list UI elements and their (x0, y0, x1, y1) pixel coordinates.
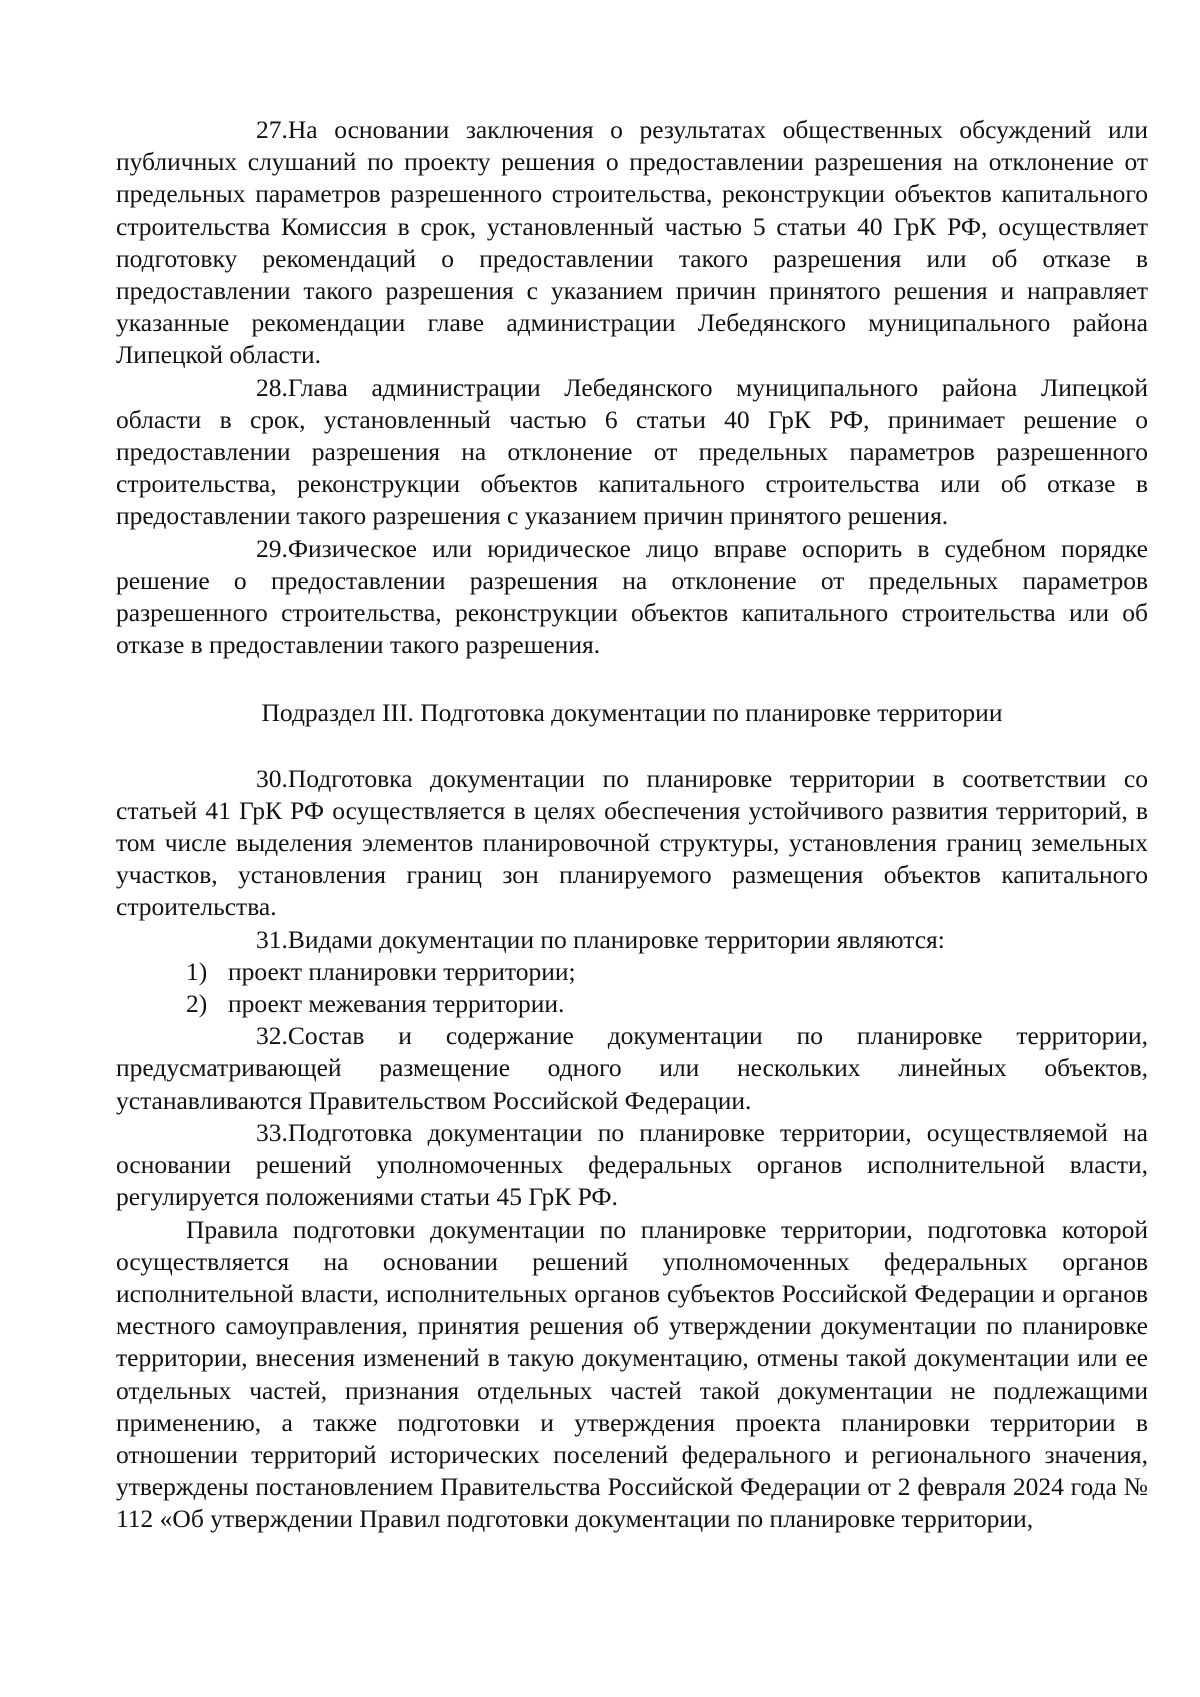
paragraph-text: Состав и содержание документации по планировке территории, предусматривающей размещение одного или нескольких линейных объектов, устанавливаются Правительством Российской Федерации. (116, 1021, 1148, 1115)
paragraph-text: Подготовка документации по планировке территории, осуществляемой на основании решений уполномоченных федеральных органов исполнительной власти, регулируется положениями статьи 45 ГрК РФ. (116, 1117, 1148, 1212)
paragraph-27 (116, 114, 1148, 372)
paragraph-number: 31. (256, 924, 288, 954)
paragraph-number: 33. (256, 1117, 288, 1147)
list-item (116, 956, 1148, 988)
paragraph-number: 27. (256, 115, 288, 144)
paragraph-32 (116, 1020, 1148, 1117)
subsection-title: Подраздел III. Подготовка документации по планировке территории (261, 698, 1003, 728)
list-item-text: проект планировки территории; (228, 956, 576, 986)
paragraph-number: 32. (256, 1021, 288, 1051)
list-item-number: 2) (186, 989, 208, 1019)
paragraph-rules: Правила подготовки документации по планировке территории, подготовка которой осуществляется на основании решений уполномоченных федеральных органов исполнительной власти, исполнительных органов субъектов Российской Федерации и органов местного самоуправления, принятия решения об утверждении документации по планировке территории, внесения изменений в такую документацию, отмены такой документации или ее отдельных частей, признания отдельных частей такой документации не подлежащими применению, а также подготовки и утверждения проекта планировки территории в отношении территорий исторических поселений федерального и регионального значения, утверждены постановлением Правительства Российской Федерации от 2 февраля 2024 года № 112 «Об утверждении Правил подготовки документации по планировке территории, (116, 1214, 1148, 1534)
paragraph-31 (116, 924, 1148, 956)
paragraph-text: Подготовка документации по планировке территории в соответствии со статьей 41 ГрК РФ осуществляется в целях обеспечения устойчивого развития территорий, в том числе выделения элементов планировочной структуры, установления границ земельных участков, установления границ зон планируемого размещения объектов капитального строительства. (116, 763, 1148, 922)
list-item-text: проект межевания территории. (228, 989, 565, 1019)
paragraph-29 (116, 533, 1148, 662)
paragraph-number: 30. (256, 763, 288, 793)
paragraph-28 (116, 372, 1148, 533)
paragraph-text: Видами документации по планировке территории являются: (287, 924, 945, 954)
paragraph-30 (116, 763, 1148, 924)
document-page (116, 114, 1148, 1536)
paragraph-number: 29. (256, 533, 288, 563)
paragraph-text: Глава администрации Лебедянского муниципального района Липецкой области в срок, установленный частью 6 статьи 40 ГрК РФ, принимает решение о предоставлении разрешения на отклонение от предельных параметров разрешенного строительства, реконструкции объектов капитального строительства или об отказе в предоставлении такого разрешения с указанием причин принятого решения. (116, 372, 1148, 531)
paragraph-33 (116, 1117, 1148, 1214)
paragraph-number: 28. (256, 372, 288, 402)
list-item-number: 1) (186, 956, 208, 986)
paragraph-text: Физическое или юридическое лицо вправе оспорить в судебном порядке решение о предоставлении разрешения на отклонение от предельных параметров разрешенного строительства, реконструкции объектов капитального строительства или об отказе в предоставлении такого разрешения. (116, 533, 1148, 660)
paragraph-text: На основании заключения о результатах общественных обсуждений или публичных слушаний по проекту решения о предоставлении разрешения на отклонение от предельных параметров разрешенного строительства, реконструкции объектов капитального строительства Комиссия в срок, установленный частью 5 статьи 40 ГрК РФ, осуществляет подготовку рекомендаций о предоставлении такого разрешения или об отказе в предоставлении такого разрешения с указанием причин принятого решения и направляет указанные рекомендации главе администрации Лебедянского муниципального района Липецкой области. (116, 115, 1148, 370)
list-item (116, 988, 1148, 1020)
